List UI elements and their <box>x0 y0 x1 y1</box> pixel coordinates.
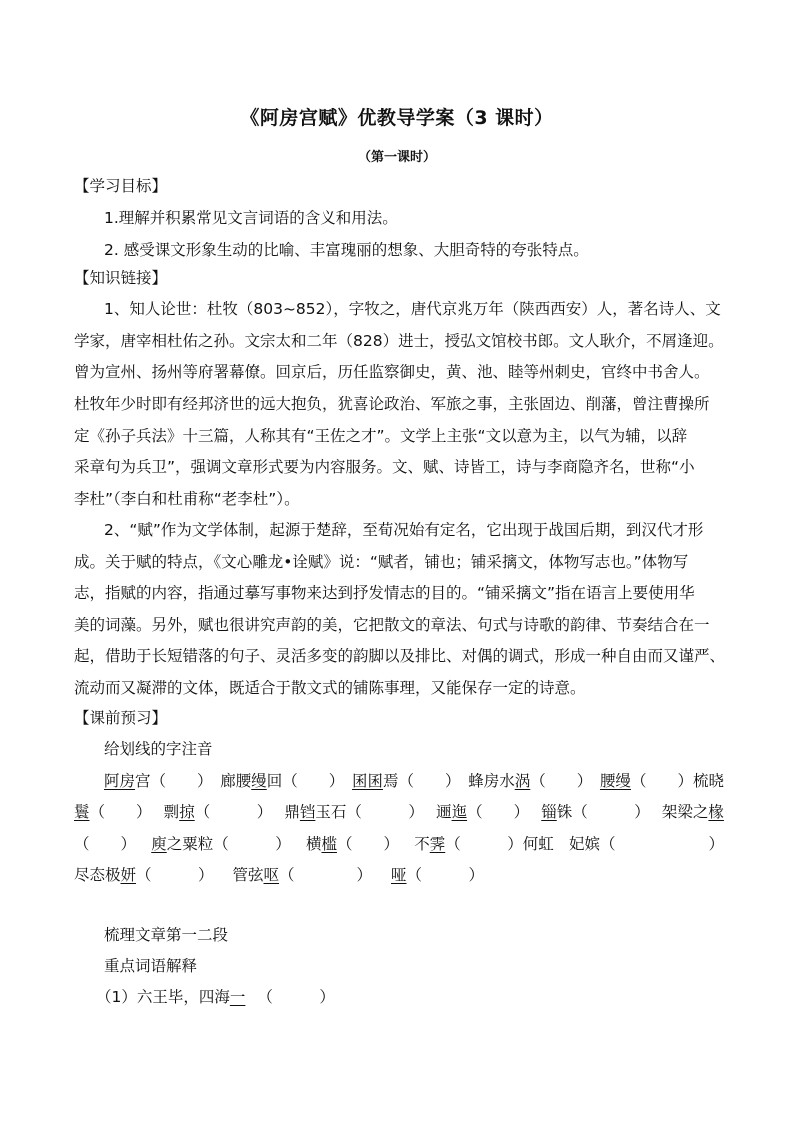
knowledge-p1-line: 采章句为兵卫”，强调文章形式要为内容服务。文、赋、诗皆工，诗与李商隐齐名，世称“小 <box>74 458 695 476</box>
page-title: 《阿房宫赋》优教导学案（3 课时） <box>240 107 554 129</box>
knowledge-p1-line: 曾为宣州、扬州等府署幕僚。回京后，历任监察御史，黄、池、睦等州刺史，官终中书舍人。 <box>74 363 710 381</box>
pinyin-item: 鬟（ ） <box>74 803 152 821</box>
knowledge-p2-line: 流动而又凝滞的文体，既适合于散文式的铺陈事理，又能保存一定的诗意。 <box>74 679 586 697</box>
review-question-1: （1）六王毕，四海一 （ ） <box>96 988 335 1006</box>
pinyin-row-2 <box>74 802 724 822</box>
review-subheading: 重点词语解释 <box>104 957 198 975</box>
pinyin-item: 管弦呕（ ） <box>232 866 373 884</box>
pinyin-item: 蜂房水涡（ ） <box>468 772 593 790</box>
pinyin-item: 不霁（ ）何虹 <box>414 835 554 853</box>
knowledge-p2-line: 美的词藻。另外，赋也很讲究声韵的美，它把散文的章法、句式与诗歌的韵律、节奏结合在一 <box>74 616 710 634</box>
knowledge-p2-line: 志，指赋的内容，指通过摹写事物来达到抒发情志的目的。“铺采摛文”指在语言上要使用华 <box>74 584 695 602</box>
preview-instruction: 给划线的字注音 <box>104 740 213 758</box>
pinyin-row-1 <box>104 771 724 791</box>
knowledge-p1-line: 李杜”（李白和杜甫称“老李杜”）。 <box>74 490 300 508</box>
knowledge-p2-line: 起，借助于长短错落的句子、灵活多变的韵脚以及排比、对偶的调式，形成一种自由而又谨严、 <box>74 647 726 665</box>
pinyin-item: 尽态极妍（ ） <box>74 866 214 884</box>
pinyin-item: 哑（ ） <box>390 866 484 884</box>
pinyin-item: 锱铢（ ） <box>541 803 650 821</box>
pinyin-row-3 <box>74 834 724 854</box>
goal-item-1: 1.理解并积累常见文言词语的含义和用法。 <box>104 209 398 227</box>
review-heading: 梳理文章第一二段 <box>104 926 229 944</box>
page-subtitle: （第一课时） <box>357 150 436 165</box>
knowledge-p1-line: 1、知人论世：杜牧（803~852），字牧之，唐代京兆万年（陕西西安）人，著名诗人、文 <box>104 300 721 318</box>
knowledge-p1-line: 学家，唐宰相杜佑之孙。文宗太和二年（828）进士，授弘文馆校书郎。文人耿介，不屑逢迎。 <box>74 332 724 350</box>
knowledge-p1-line: 定《孙子兵法》十三篇，人称其有“王佐之才”。文学上主张“文以意为主，以气为辅，以辞 <box>74 427 688 445</box>
goal-item-2: 2. 感受课文形象生动的比喻、丰富瑰丽的想象、大胆奇特的夸张特点。 <box>104 241 589 259</box>
pinyin-item: 剽掠（ ） <box>163 803 273 821</box>
pinyin-item: 妃嫔（ ） <box>568 835 724 853</box>
pinyin-row-4 <box>74 865 484 885</box>
pinyin-item: （ ） <box>74 835 137 853</box>
section-heading-knowledge: 【知识链接】 <box>74 269 168 287</box>
pinyin-item: 腰缦（ ）梳晓 <box>599 772 724 790</box>
pinyin-item: 囷囷焉（ ） <box>351 772 461 790</box>
pinyin-item: 架梁之椽 <box>661 803 724 821</box>
pinyin-item: 鼎铛玉石（ ） <box>284 803 424 821</box>
pinyin-item: 庾之粟粒（ ） <box>151 835 291 853</box>
section-heading-preview: 【课前预习】 <box>74 709 168 727</box>
pinyin-item: 廊腰缦回（ ） <box>220 772 345 790</box>
pinyin-item: 横槛（ ） <box>305 835 399 853</box>
knowledge-p2-line: 2、“赋”作为文学体制，起源于楚辞，至荀况始有定名，它出现于战国后期，到汉代才形 <box>104 521 704 539</box>
section-heading-goals: 【学习目标】 <box>74 177 168 195</box>
pinyin-item: 逦迤（ ） <box>436 803 530 821</box>
pinyin-item: 阿房宫（ ） <box>104 772 213 790</box>
knowledge-p2-line: 成。关于赋的特点，《文心雕龙•诠赋》说：“赋者，铺也；铺采摛文，体物写志也。”体物写 <box>74 553 689 571</box>
knowledge-p1-line: 杜牧年少时即有经邦济世的远大抱负，犹喜论政治、军旅之事，主张固边、削藩，曾注曹操所 <box>74 395 710 413</box>
